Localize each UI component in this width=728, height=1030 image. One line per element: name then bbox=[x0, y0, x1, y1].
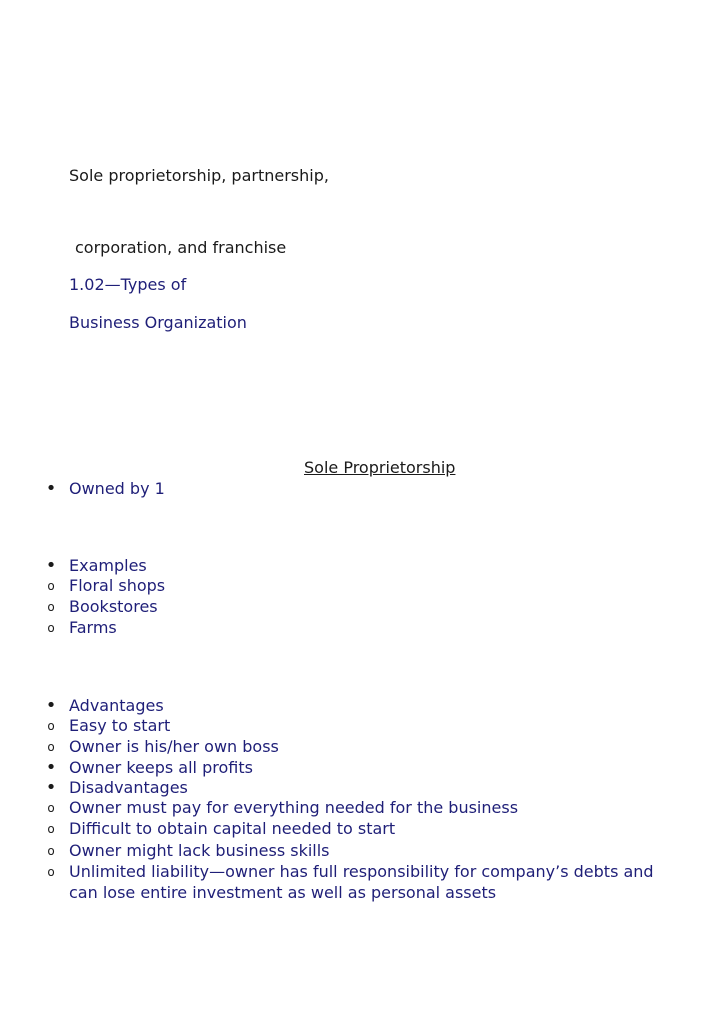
sub-item-farms bbox=[47, 617, 117, 638]
list-item-advantages bbox=[45, 695, 164, 716]
heading-line-1: 1.02—Types of bbox=[69, 275, 187, 294]
list-item-owned bbox=[45, 478, 165, 499]
list-item-text: Owner is his/her own boss bbox=[69, 737, 279, 756]
sub-item-bookstores bbox=[47, 596, 158, 617]
bullet-marker-icon: • bbox=[45, 757, 57, 778]
circle-marker-icon: o bbox=[47, 579, 55, 593]
list-item-text: Owner keeps all profits bbox=[69, 758, 253, 777]
heading-line-2: Business Organization bbox=[69, 313, 247, 332]
list-item-disadvantages bbox=[45, 777, 188, 798]
list-item-text: Owner might lack business skills bbox=[69, 841, 330, 860]
list-item-text: Unlimited liability—owner has full responsibility for company’s debts and can lose entire investment as well as personal assets bbox=[69, 862, 654, 902]
bullet-marker-icon: • bbox=[45, 695, 57, 716]
sub-item-pay-everything bbox=[47, 797, 519, 818]
section-title: Sole Proprietorship bbox=[304, 458, 456, 477]
bullet-marker-icon: • bbox=[45, 478, 57, 499]
list-item-text: Farms bbox=[69, 618, 117, 637]
sub-item-easy-to-start bbox=[47, 715, 171, 736]
list-item-text: Floral shops bbox=[69, 576, 166, 595]
sub-item-obtain-capital bbox=[47, 818, 396, 839]
list-item-text: Advantages bbox=[69, 696, 164, 715]
list-item-text: Difficult to obtain capital needed to start bbox=[69, 819, 396, 838]
list-item-examples bbox=[45, 555, 147, 576]
circle-marker-icon: o bbox=[47, 719, 55, 733]
list-item-text: Owned by 1 bbox=[69, 479, 165, 498]
circle-marker-icon: o bbox=[47, 844, 55, 858]
circle-marker-icon: o bbox=[47, 600, 55, 614]
sub-item-unlimited-liability bbox=[47, 861, 669, 903]
circle-marker-icon: o bbox=[47, 621, 55, 635]
list-item-text: Easy to start bbox=[69, 716, 171, 735]
intro-line-1: Sole proprietorship, partnership, bbox=[69, 166, 329, 185]
list-item-text: Owner must pay for everything needed for the business bbox=[69, 798, 519, 817]
list-item-text: Examples bbox=[69, 556, 147, 575]
sub-item-own-boss bbox=[47, 736, 279, 757]
list-item-profits bbox=[45, 757, 253, 778]
circle-marker-icon: o bbox=[47, 740, 55, 754]
sub-item-lack-skills bbox=[47, 840, 330, 861]
bullet-marker-icon: • bbox=[45, 777, 57, 798]
list-item-text: Bookstores bbox=[69, 597, 158, 616]
circle-marker-icon: o bbox=[47, 865, 55, 879]
intro-line-2: corporation, and franchise bbox=[75, 238, 287, 257]
list-item-text: Disadvantages bbox=[69, 778, 188, 797]
bullet-marker-icon: • bbox=[45, 555, 57, 576]
circle-marker-icon: o bbox=[47, 801, 55, 815]
sub-item-floral-shops bbox=[47, 575, 166, 596]
circle-marker-icon: o bbox=[47, 822, 55, 836]
